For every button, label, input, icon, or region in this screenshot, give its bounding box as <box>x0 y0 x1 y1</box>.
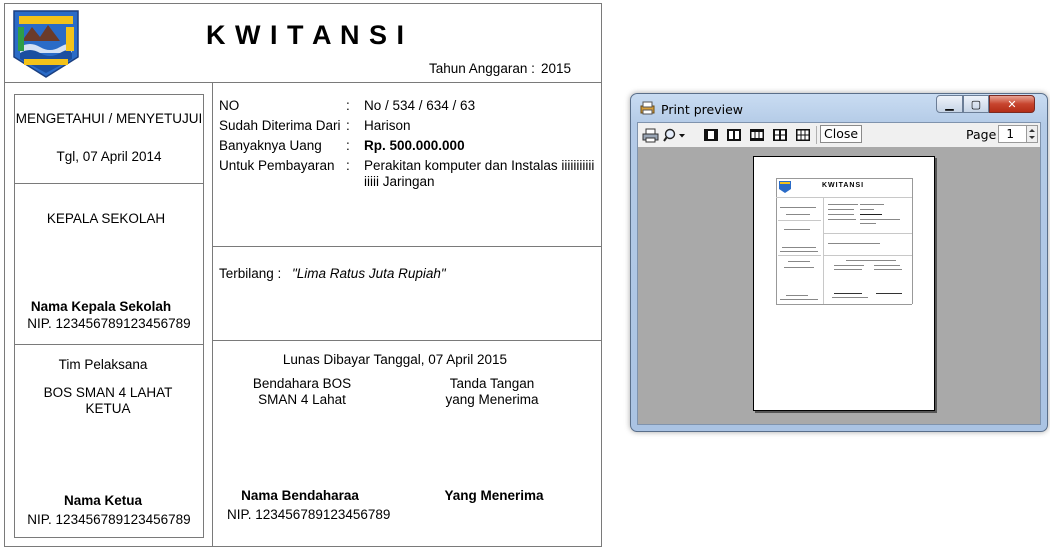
three-pages-icon <box>749 128 765 142</box>
mini-text-line <box>780 251 818 252</box>
page-spinner[interactable] <box>1026 125 1038 143</box>
print-preview-app-icon <box>640 101 655 115</box>
spelled-divider <box>212 340 602 341</box>
mini-text-line <box>828 204 858 205</box>
spelled-label: Terbilang : <box>219 266 282 281</box>
mini-bottom-border <box>776 304 912 305</box>
mini-text-line <box>782 247 816 248</box>
mini-text-line <box>860 223 876 224</box>
approval-label: MENGETAHUI / MENYETUJUI <box>15 111 203 126</box>
magnifier-icon <box>663 128 687 143</box>
two-pages-button[interactable] <box>725 127 743 143</box>
column-divider <box>212 82 213 547</box>
mini-left-divider-1 <box>778 220 821 221</box>
principal-nip: NIP. 123456789123456789 <box>27 316 191 331</box>
mini-header-divider <box>776 197 912 198</box>
receipt-title: K W I T A N S I <box>206 20 405 50</box>
field-label-no: NO <box>219 98 240 113</box>
two-pages-icon <box>726 128 742 142</box>
fields-divider <box>212 246 602 247</box>
principal-name: Nama Kepala Sekolah <box>30 299 172 314</box>
minimize-button[interactable] <box>936 95 963 113</box>
six-pages-icon <box>795 128 811 142</box>
window-titlebar[interactable] <box>631 94 1047 122</box>
mini-divider-1 <box>823 233 912 234</box>
mini-text-line <box>828 214 854 215</box>
mini-text-line <box>834 293 862 294</box>
field-value-amount: Rp. 500.000.000 <box>364 138 465 153</box>
chair-nip: NIP. 123456789123456789 <box>27 512 191 527</box>
mini-text-line <box>788 261 810 262</box>
spinner-arrows-icon <box>1027 126 1037 142</box>
principal-title: KEPALA SEKOLAH <box>46 211 166 226</box>
mini-text-line <box>874 265 900 266</box>
one-page-icon <box>703 128 719 142</box>
mini-text-line <box>828 209 854 210</box>
mini-text-line <box>784 229 810 230</box>
one-page-button[interactable] <box>702 127 720 143</box>
signature-title-1: Tanda Tangan <box>449 376 535 391</box>
mini-text-line <box>832 297 868 298</box>
mini-text-line <box>860 209 874 210</box>
maximize-icon: ▢ <box>970 98 982 111</box>
mini-text-line <box>860 219 900 220</box>
mini-text-line <box>834 265 864 266</box>
treasurer-name: Nama Bendaharaa <box>241 488 359 503</box>
toolbar-separator <box>816 126 817 144</box>
three-pages-button[interactable] <box>748 127 766 143</box>
mini-text-line <box>846 260 896 261</box>
budget-year-label: Tahun Anggaran : <box>429 61 535 76</box>
mini-right-border <box>912 178 913 304</box>
chair-name: Nama Ketua <box>63 493 143 508</box>
six-pages-button[interactable] <box>794 127 812 143</box>
maximize-button[interactable] <box>963 95 989 113</box>
regency-logo-icon <box>10 7 82 79</box>
print-preview-window <box>630 93 1048 432</box>
mini-text-line <box>828 243 880 244</box>
window-close-icon: ✕ <box>1007 97 1017 111</box>
preview-client-area <box>637 122 1041 425</box>
four-pages-button[interactable] <box>771 127 789 143</box>
field-value-payment-for: Perakitan komputer dan Instalas iiiiiiiiiii iiiii Jaringan <box>364 158 595 189</box>
team-box <box>14 344 204 538</box>
page-label: Page <box>966 127 997 142</box>
mini-text-line <box>786 295 808 296</box>
minimize-icon: ▁ <box>945 98 954 111</box>
mini-logo-icon <box>778 180 792 194</box>
window-close-button[interactable] <box>989 95 1035 113</box>
header-divider <box>4 82 602 83</box>
mini-text-line <box>834 269 862 270</box>
mini-text-line <box>860 214 882 215</box>
preview-toolbar <box>638 123 1040 147</box>
treasurer-nip: NIP. 123456789123456789 <box>227 507 391 522</box>
mini-top-border <box>776 178 912 179</box>
mini-left-divider-2 <box>778 255 821 256</box>
zoom-dropdown-button[interactable] <box>662 127 688 143</box>
field-colon-no: : <box>346 98 350 113</box>
field-label-amount: Banyaknya Uang <box>219 138 322 153</box>
team-subtitle-2: KETUA <box>85 401 131 416</box>
receiver-name: Yang Menerima <box>444 488 544 503</box>
mini-title: KWITANSI <box>822 182 865 189</box>
preview-canvas[interactable] <box>638 147 1040 424</box>
field-colon-amount: : <box>346 138 350 153</box>
mini-text-line <box>780 299 818 300</box>
mini-text-line <box>786 214 810 215</box>
printer-icon <box>642 128 659 143</box>
team-subtitle-1: BOS SMAN 4 LAHAT <box>43 385 173 400</box>
mini-text-line <box>860 204 884 205</box>
mini-text-line <box>784 267 814 268</box>
mini-divider-2 <box>823 255 912 256</box>
field-label-payment-for: Untuk Pembayaran <box>219 158 335 173</box>
field-colon-received-from: : <box>346 118 350 133</box>
mini-text-line <box>828 219 856 220</box>
window-title: Print preview <box>661 102 744 117</box>
paid-date: Lunas Dibayar Tanggal, 07 April 2015 <box>282 352 508 367</box>
four-pages-icon <box>772 128 788 142</box>
spelled-value: "Lima Ratus Juta Rupiah" <box>292 266 446 281</box>
treasurer-title-1: Bendahara BOS <box>252 376 352 391</box>
budget-year-value: 2015 <box>541 61 572 76</box>
approval-date: Tgl, 07 April 2014 <box>56 149 162 164</box>
field-value-received-from: Harison <box>364 118 411 133</box>
page-number-input[interactable]: 1 <box>998 125 1028 143</box>
mini-text-line <box>876 293 902 294</box>
mini-column-divider <box>823 197 824 304</box>
mini-text-line <box>780 207 816 208</box>
preview-page-thumbnail <box>753 156 935 411</box>
close-preview-button[interactable]: Close <box>820 125 862 143</box>
field-colon-payment-for: : <box>346 158 350 173</box>
print-button[interactable] <box>641 127 659 143</box>
mini-text-line <box>874 269 902 270</box>
treasurer-title-2: SMAN 4 Lahat <box>258 392 346 407</box>
signature-title-2: yang Menerima <box>445 392 539 407</box>
field-label-received-from: Sudah Diterima Dari <box>219 118 341 133</box>
field-value-no: No / 534 / 634 / 63 <box>364 98 476 113</box>
approval-box <box>14 94 204 184</box>
team-title: Tim Pelaksana <box>58 357 148 372</box>
